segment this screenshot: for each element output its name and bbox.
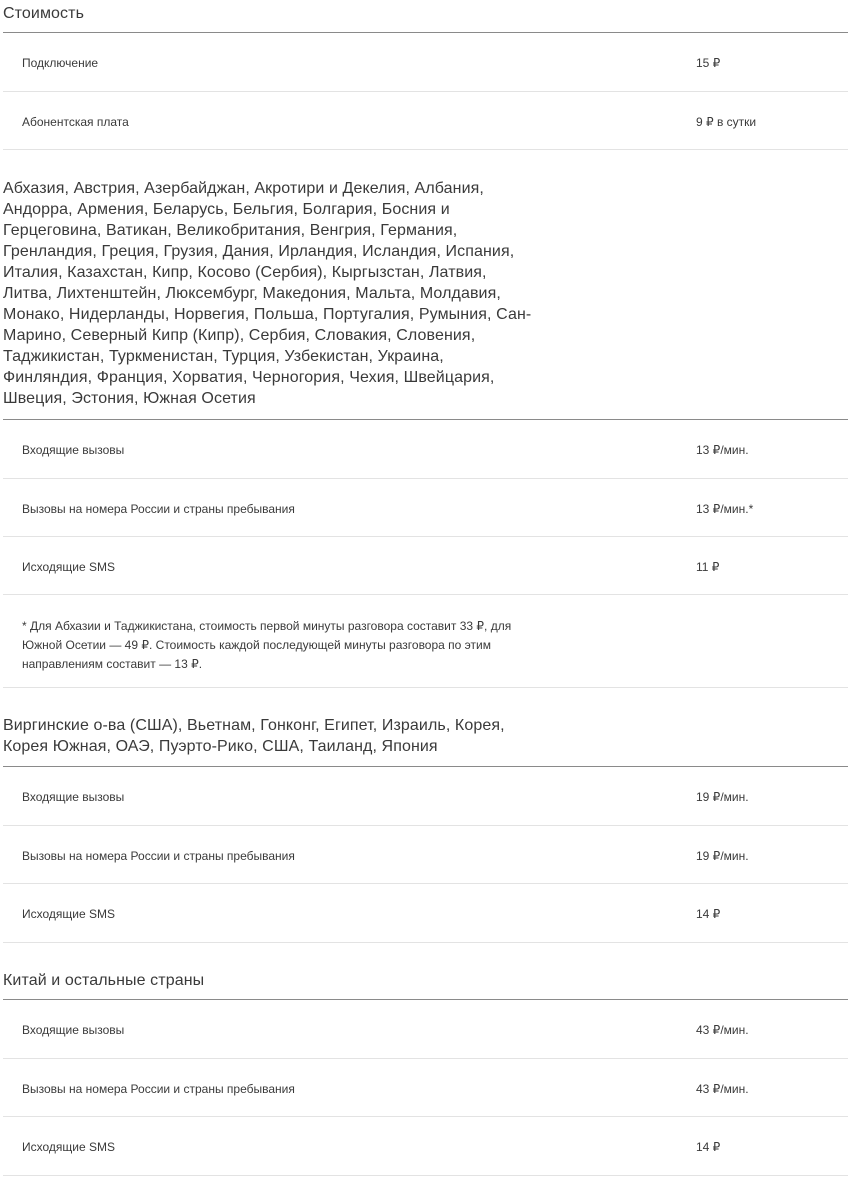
incoming-calls-label: Входящие вызовы xyxy=(22,790,125,804)
zone-1-countries: Абхазия, Австрия, Азербайджан, Акротири и Декелия, Албания, Андорра, Армения, Беларусь, Бельгия, Болгария, Босния и Герцеговина, Ватикан, Великобритания, Венгрия, Германия, Гренландия, Греция, Грузия, Дания, Ирландия, Исландия, Испания, Италия, Казахстан, Кипр, Косово (Сербия), Кыргызстан, Латвия, Литва, Лихтенштейн, Люксембург, Македония, Мальта, Молдавия, Монако, Нидерланды, Норвегия, Польша, Португалия, Румыния, Сан-Марино, Северный Кипр (Кипр), Сербия, Словакия, Словения, Таджикистан, Туркменистан, Турция, Узбекистан, Украина, Финляндия, Франция, Хорватия, Черногория, Чехия, Швейцария, Швеция, Эстония, Южная Осетия xyxy=(3,180,532,407)
zone-3-incoming-row xyxy=(3,1000,848,1059)
zone-3-sms-row xyxy=(3,1117,848,1176)
outgoing-sms-value: 14 ₽ xyxy=(696,1140,721,1154)
zone-1-footnote xyxy=(3,595,848,688)
incoming-calls-label: Входящие вызовы xyxy=(22,1023,125,1037)
zone-2-outgoing-row xyxy=(3,826,848,884)
outgoing-calls-label: Вызовы на номера России и страны пребывания xyxy=(22,502,295,516)
zone-1-sms-row xyxy=(3,537,848,595)
connection-value: 15 ₽ xyxy=(696,56,721,70)
zone-2-sms-row xyxy=(3,884,848,943)
subscription-label: Абонентская плата xyxy=(22,115,129,129)
outgoing-calls-label: Вызовы на номера России и страны пребывания xyxy=(22,1082,295,1096)
incoming-calls-value: 13 ₽/мин. xyxy=(696,443,749,457)
zone-3-countries: Китай и остальные страны xyxy=(3,972,205,989)
incoming-calls-value: 43 ₽/мин. xyxy=(696,1023,749,1037)
zone-1-incoming-row xyxy=(3,420,848,479)
outgoing-calls-value: 19 ₽/мин. xyxy=(696,849,749,863)
incoming-calls-label: Входящие вызовы xyxy=(22,443,125,457)
zone-1-outgoing-row xyxy=(3,479,848,537)
zone-2-countries: Виргинские о-ва (США), Вьетнам, Гонконг, Египет, Израиль, Корея, Корея Южная, ОАЭ, Пуэрто-Рико, США, Таиланд, Япония xyxy=(3,717,505,755)
outgoing-calls-value: 43 ₽/мин. xyxy=(696,1082,749,1096)
outgoing-sms-label: Исходящие SMS xyxy=(22,907,115,921)
subscription-value: 9 ₽ в сутки xyxy=(696,115,757,129)
connection-label: Подключение xyxy=(22,56,99,70)
outgoing-sms-value: 14 ₽ xyxy=(696,907,721,921)
footnote-text: * Для Абхазии и Таджикистана, стоимость первой минуты разговора составит 33 ₽, для Южной Осетии — 49 ₽. Стоимость каждой последующей минуты разговора по этим направлениям составит — 13 ₽. xyxy=(22,619,512,671)
subscription-row xyxy=(3,92,848,150)
outgoing-sms-label: Исходящие SMS xyxy=(22,560,115,574)
connection-row xyxy=(3,33,848,92)
outgoing-calls-value: 13 ₽/мин.* xyxy=(696,502,754,516)
cost-title: Стоимость xyxy=(3,5,85,22)
outgoing-sms-value: 11 ₽ xyxy=(696,560,720,574)
incoming-calls-value: 19 ₽/мин. xyxy=(696,790,749,804)
zone-3-outgoing-row xyxy=(3,1059,848,1117)
outgoing-sms-label: Исходящие SMS xyxy=(22,1140,115,1154)
zone-2-incoming-row xyxy=(3,767,848,826)
outgoing-calls-label: Вызовы на номера России и страны пребывания xyxy=(22,849,295,863)
